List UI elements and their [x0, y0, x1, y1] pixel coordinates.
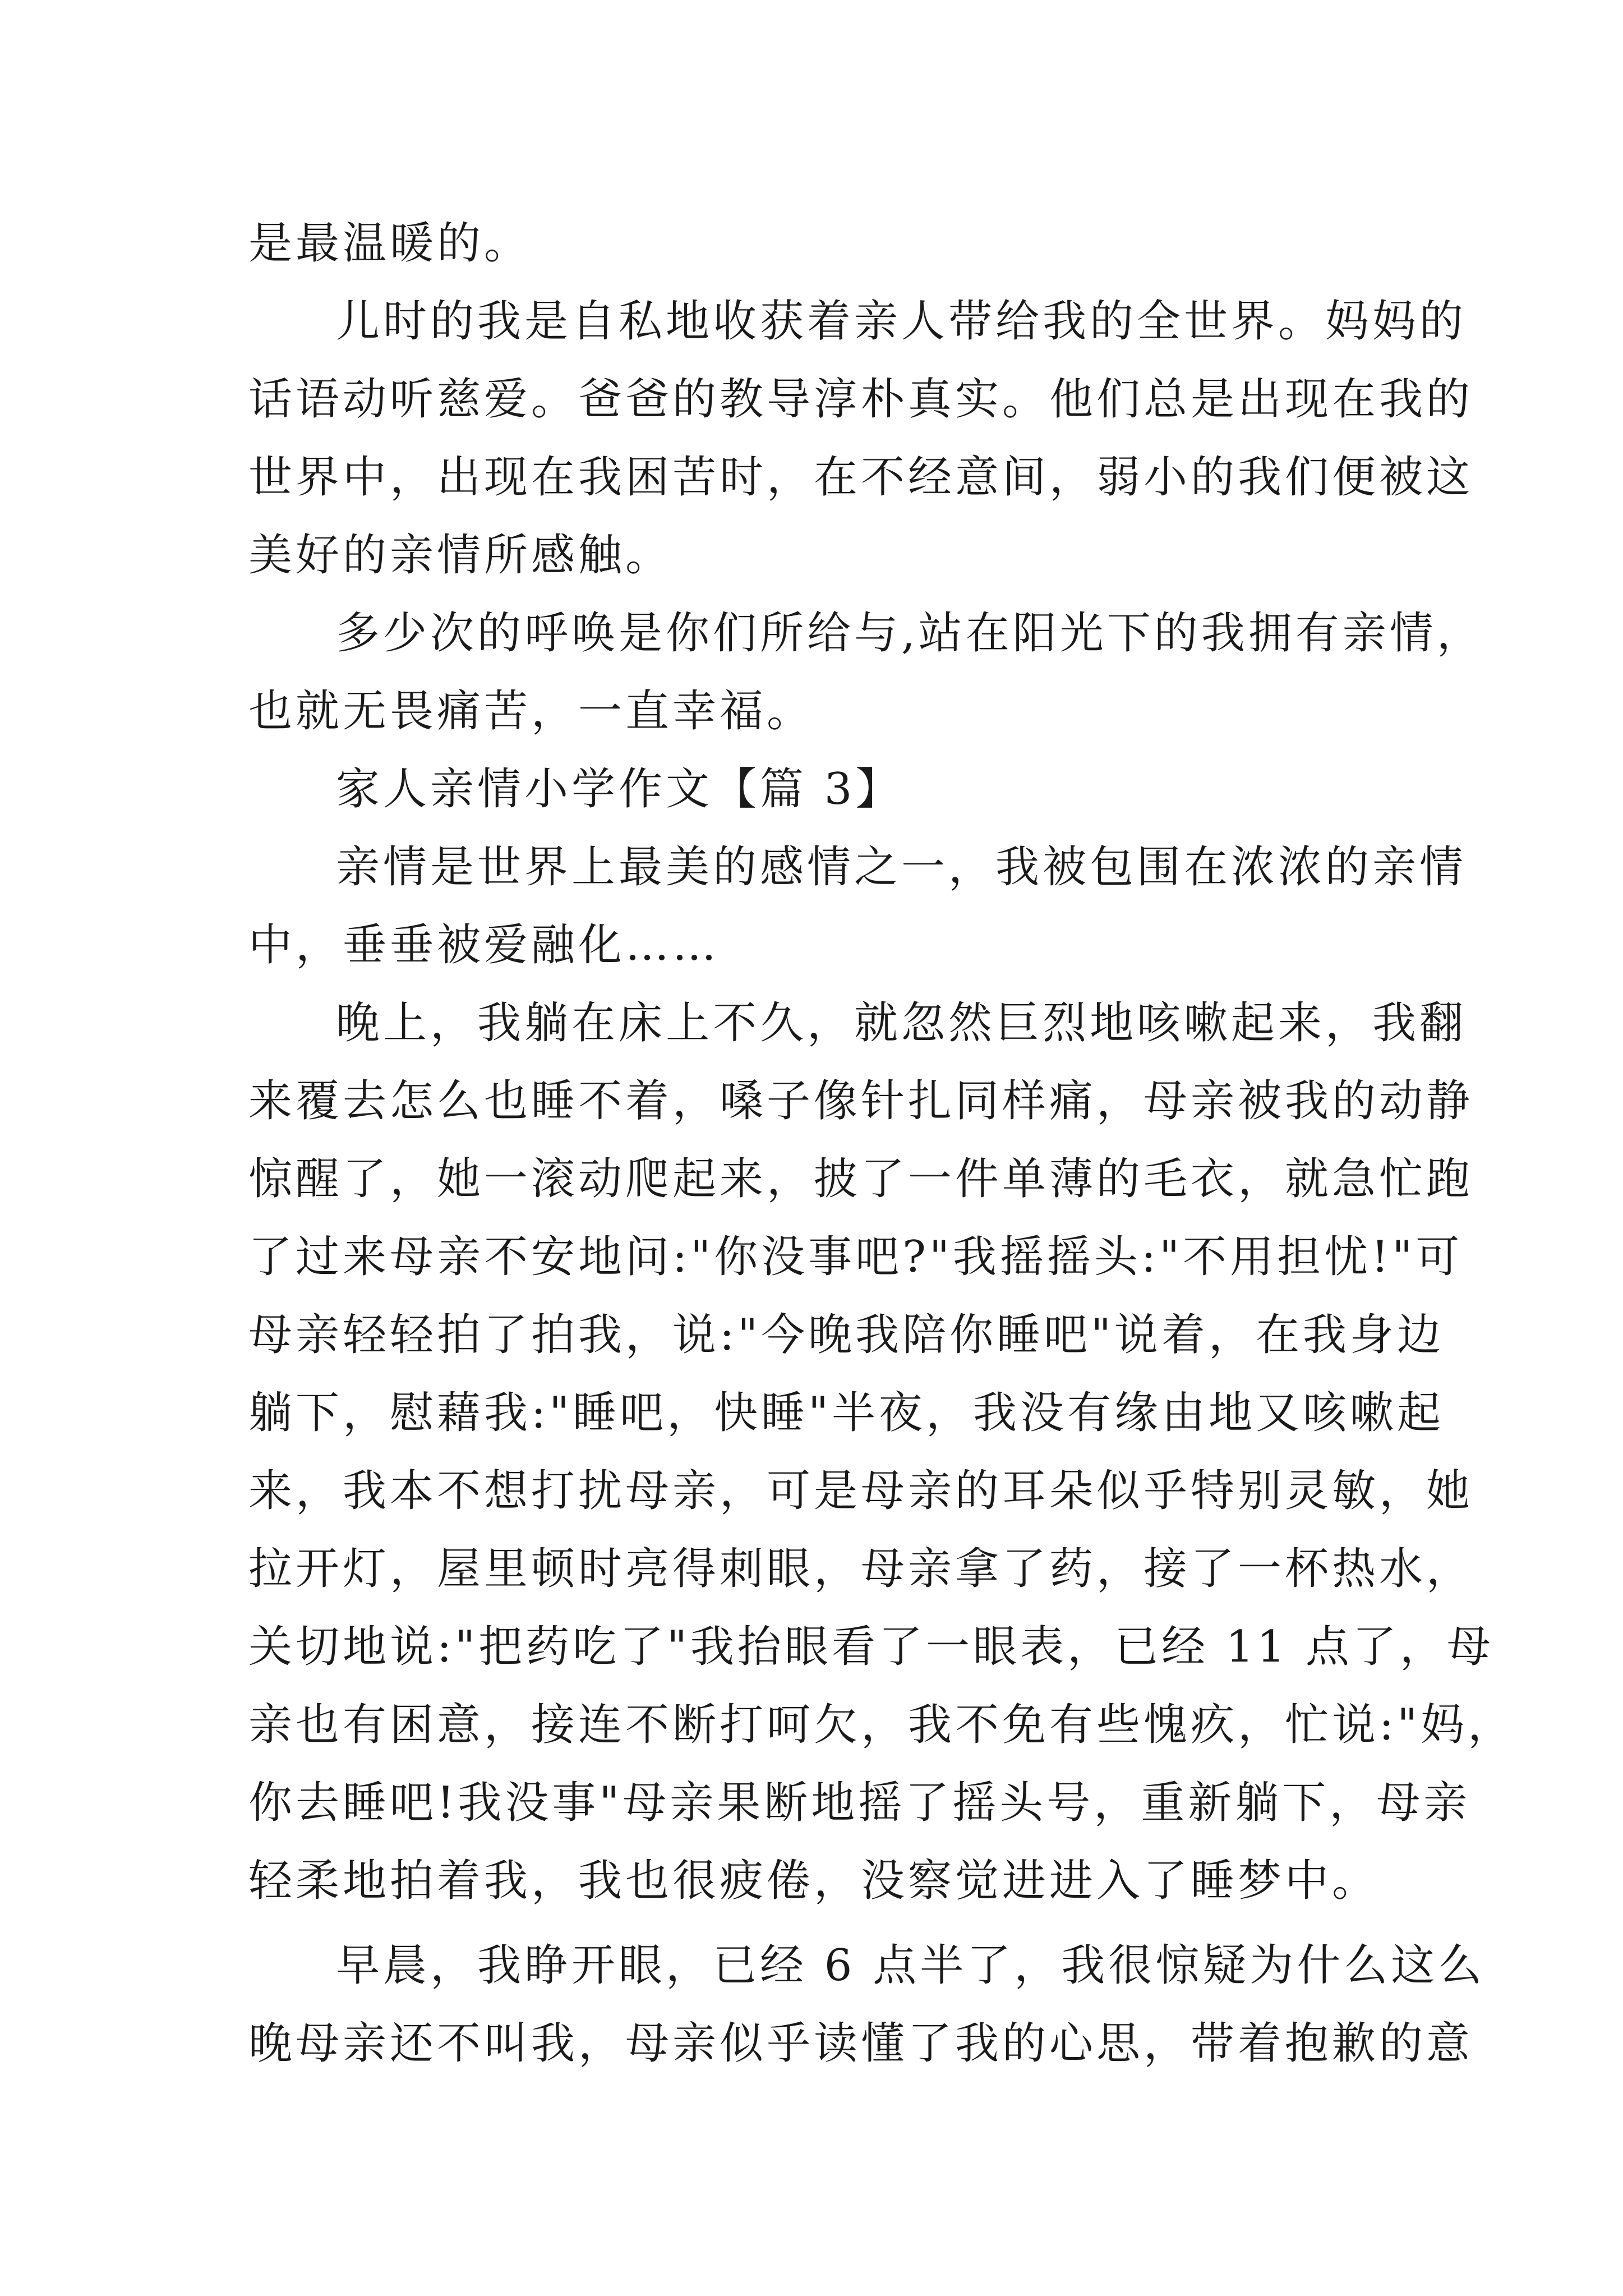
text-line: 中，垂垂被爱融化…… [248, 920, 720, 970]
text-line: 了过来母亲不安地问:"你没事吧?"我摇摇头:"不用担忧!"可 [248, 1232, 1463, 1282]
paragraph-start-line: 多少次的呼唤是你们所给与,站在阳光下的我拥有亲情， [336, 608, 1484, 659]
paragraph-start-line: 早晨，我睁开眼，已经 6 点半了，我很惊疑为什么这么 [336, 1940, 1486, 1991]
text-line: 美好的亲情所感触。 [248, 530, 673, 581]
text-line: 轻柔地拍着我，我也很疲倦，没察觉进进入了睡梦中。 [248, 1856, 1380, 1906]
text-line: 拉开灯，屋里顿时亮得刺眼，母亲拿了药，接了一杯热水， [248, 1544, 1474, 1594]
document-body [248, 205, 1515, 2083]
text-line: 世界中，出现在我困苦时，在不经意间，弱小的我们便被这 [248, 452, 1474, 503]
text-line: 来覆去怎么也睡不着，嗓子像针扎同样痛，母亲被我的动静 [248, 1076, 1474, 1126]
paragraph-start-line: 晚上，我躺在床上不久，就忽然巨烈地咳嗽起来，我翻 [336, 998, 1467, 1048]
text-line: 母亲轻轻拍了拍我，说:"今晚我陪你睡吧"说着，在我身边 [248, 1310, 1445, 1360]
text-line: 也就无畏痛苦，一直幸福。 [248, 686, 814, 737]
section-heading: 家人亲情小学作文【篇 3】 [336, 764, 903, 815]
text-line: 惊醒了，她一滚动爬起来，披了一件单薄的毛衣，就急忙跑 [248, 1154, 1474, 1204]
text-line: 是最温暖的。 [248, 218, 532, 269]
text-line: 亲也有困意，接连不断打呵欠，我不免有些愧疚，忙说:"妈， [248, 1700, 1515, 1750]
text-line: 晚母亲还不叫我，母亲似乎读懂了我的心思，带着抱歉的意 [248, 2018, 1474, 2069]
text-line: 关切地说:"把药吃了"我抬眼看了一眼表，已经 11 点了，母 [248, 1622, 1494, 1672]
text-line: 躺下，慰藉我:"睡吧，快睡"半夜，我没有缘由地又咳嗽起 [248, 1388, 1445, 1438]
paragraph-start-line: 儿时的我是自私地收获着亲人带给我的全世界。妈妈的 [336, 296, 1467, 347]
text-line: 话语动听慈爱。爸爸的教导淳朴真实。他们总是出现在我的 [248, 374, 1474, 425]
text-line: 来，我本不想打扰母亲，可是母亲的耳朵似乎特别灵敏，她 [248, 1466, 1474, 1516]
text-line: 你去睡吧!我没事"母亲果断地摇了摇头号，重新躺下，母亲 [248, 1778, 1471, 1828]
paragraph-start-line: 亲情是世界上最美的感情之一，我被包围在浓浓的亲情 [336, 842, 1467, 892]
